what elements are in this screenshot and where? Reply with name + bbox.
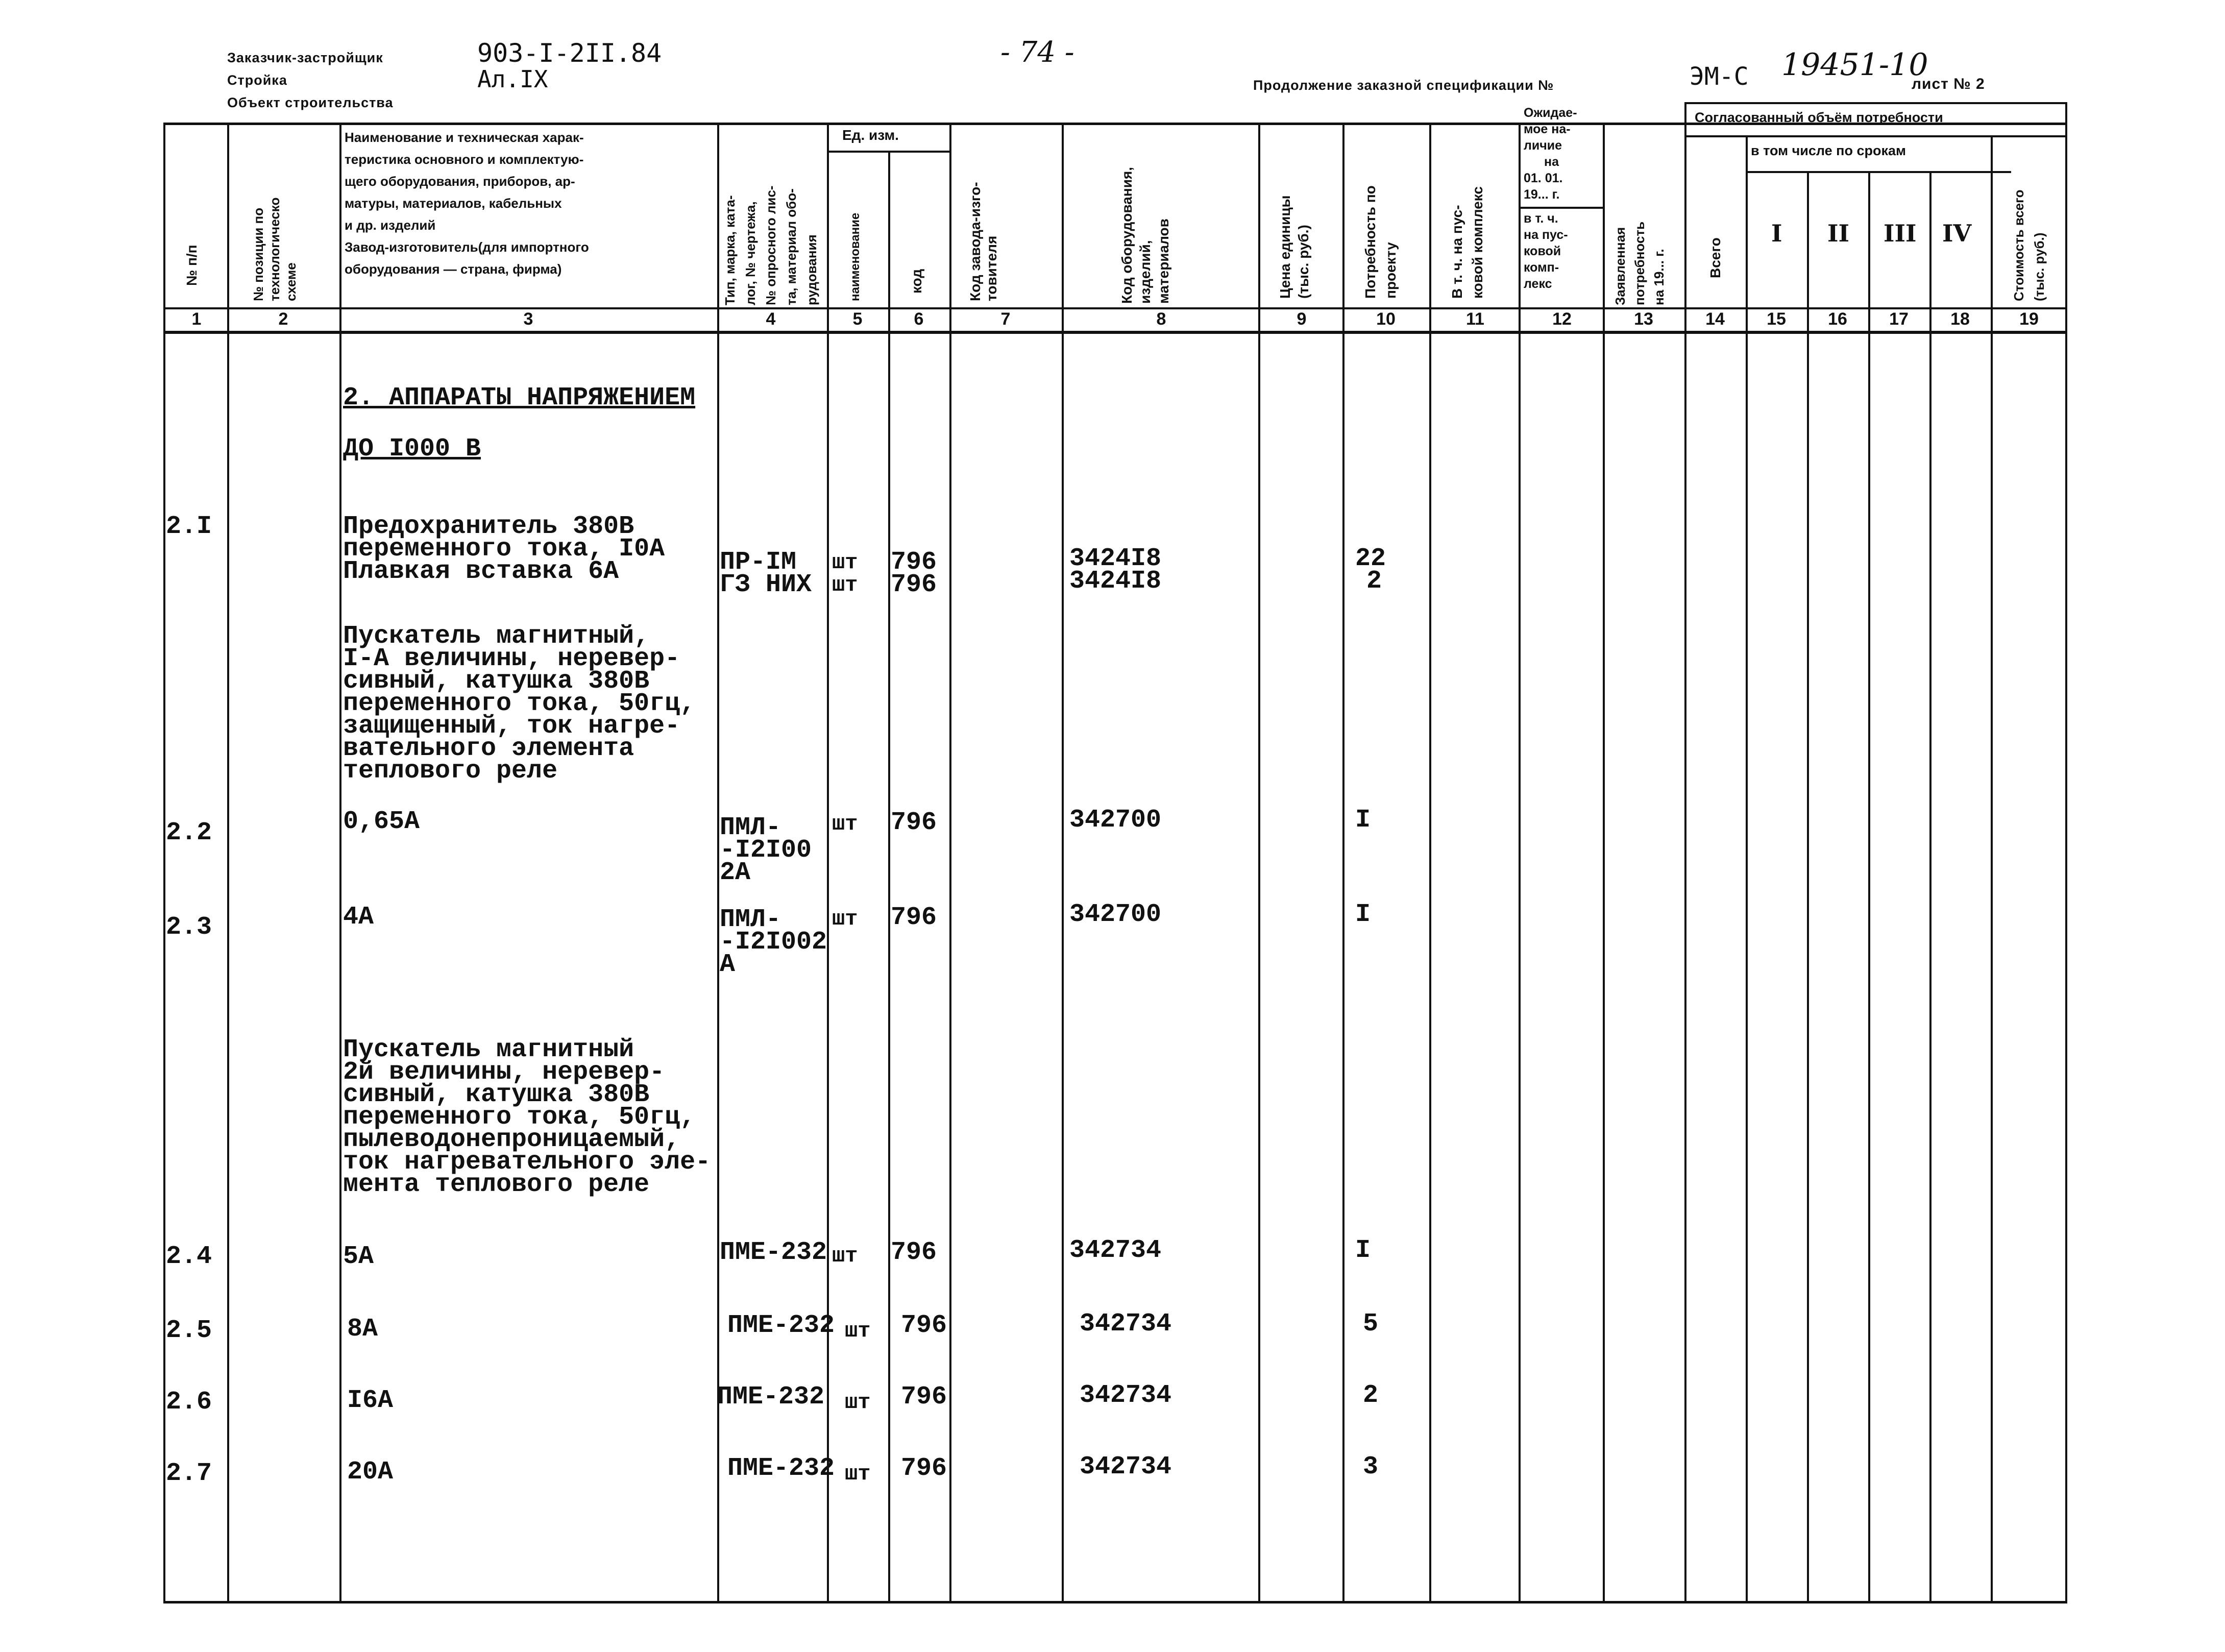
row-need: 3: [1363, 1452, 1379, 1481]
col-line-15: [1807, 171, 1809, 1603]
row-equipment-code: 3424I8 3424I8: [1069, 544, 1162, 596]
table-bottom-border: [163, 1601, 2067, 1604]
row-unit-code: 796: [901, 1382, 947, 1412]
row-equipment-code: 342700: [1069, 806, 1162, 835]
col-line-18: [1991, 135, 1993, 1603]
row-need: I: [1355, 806, 1371, 835]
row-description: 5А: [343, 1242, 374, 1271]
col-line-3: [717, 123, 719, 1603]
col-line-2: [339, 123, 341, 1603]
group-description: Пускатель магнитный, I-А величины, неревер- сивный, катушка 380В переменного тока, 50гц, защищенный, ток нагре- вательного элемента теплового реле: [343, 622, 696, 786]
row-unit-code: 796: [901, 1311, 947, 1340]
col-line-1: [227, 123, 229, 1603]
row-need: 22 2: [1355, 544, 1386, 596]
row-type: ПМЛ- -I2I00 2А: [720, 813, 812, 887]
col-number: 2: [278, 309, 288, 329]
col12-divider: [1519, 207, 1603, 209]
row-equipment-code: 342734: [1080, 1381, 1172, 1410]
row-equipment-code: 342734: [1080, 1309, 1172, 1339]
row-description: 4А: [343, 903, 374, 932]
col-line-0: [163, 123, 165, 1603]
row-number: 2.6: [166, 1388, 212, 1417]
col-line-13: [1684, 102, 1686, 1603]
col-line-4: [827, 123, 829, 1603]
col-number: 13: [1634, 309, 1653, 329]
spec-number: 19451-10: [1781, 47, 1928, 83]
unit-group-header: Ед. изм.: [842, 127, 899, 143]
col-header-14: Всего: [1707, 237, 1723, 278]
row-type: ПМЕ-232: [720, 1238, 827, 1267]
row-description: Предохранитель 380В переменного тока, I0А Плавкая вставка 6А: [343, 512, 665, 586]
col-header-5: наименование: [848, 212, 862, 301]
col-header-12: Ожидае- мое на- личие на 01. 01. 19... г.: [1524, 106, 1577, 202]
customer-label: Заказчик-застройщик: [227, 50, 383, 65]
col-number: 8: [1156, 309, 1166, 329]
col-number: 9: [1297, 309, 1307, 329]
sheet-label: лист № 2: [1912, 76, 1985, 92]
col-number: 12: [1552, 309, 1572, 329]
row-description: 8А: [347, 1315, 378, 1344]
section-title-line1: 2. АППАРАТЫ НАПРЯЖЕНИЕМ: [343, 383, 696, 412]
row-unit: шт: [845, 1462, 871, 1486]
row-unit: шт шт: [832, 550, 858, 597]
continuation-label: Продолжение заказной спецификации №: [1253, 78, 1554, 93]
col-header-3: Наименование и техническая харак- теристика основного и комплектую- щего оборудования, приборов, ар- матуры, материалов, кабельных и др. изделий Завод-изготовитель(для импортного оборудования — страна, фирма): [345, 130, 589, 277]
row-need: 2: [1363, 1381, 1379, 1410]
col-header-15: I: [1771, 220, 1782, 247]
col-number: 3: [523, 309, 533, 329]
col-line-19: [2065, 102, 2067, 1603]
col-number: 16: [1828, 309, 1847, 329]
col-header-11: В т. ч. на пус- ковой комплекс: [1449, 186, 1485, 299]
agreed-group-header: Согласованный объём потребности: [1695, 110, 1943, 125]
row-type: ПМЕ-232: [727, 1454, 835, 1483]
row-type: ПМЛ- -I2I002 А: [720, 905, 827, 979]
site-label: Стройка: [227, 72, 287, 88]
object-label: Объект строительства: [227, 95, 394, 110]
col-line-5: [888, 151, 890, 1603]
col-number: 19: [2019, 309, 2039, 329]
col-line-16: [1868, 171, 1870, 1603]
section-title-line2: ДО I000 В: [343, 434, 481, 464]
row-unit: шт: [845, 1390, 871, 1415]
row-type: ПР-IМ ГЗ НИХ: [720, 548, 812, 599]
row-number: 2.4: [166, 1242, 212, 1271]
col-header-17: III: [1884, 220, 1917, 247]
col-number: 15: [1767, 309, 1786, 329]
col-header-13: Заявленная потребность на 19... г.: [1612, 221, 1667, 305]
page-number: - 74 -: [1000, 36, 1074, 69]
album-label: Ал.IX: [477, 65, 548, 93]
row-description: 20А: [347, 1457, 394, 1487]
col-header-16: II: [1827, 220, 1850, 247]
col-header-10: Потребность по проекту: [1362, 185, 1399, 299]
row-unit: шт: [832, 907, 858, 931]
col-number: 11: [1466, 309, 1484, 329]
col-header-1: № п/п: [184, 245, 200, 286]
col-header-19: Стоимость всего (тыс. руб.): [2011, 189, 2047, 301]
row-unit: шт: [832, 812, 858, 836]
col-number: 4: [766, 309, 776, 329]
row-description: I6А: [347, 1386, 394, 1415]
col-number: 10: [1376, 309, 1396, 329]
group-description: Пускатель магнитный 2й величины, неревер- сивный, катушка 380В переменного тока, 50гц, пылеводонепроницаемый, ток нагревательного эле- мента теплового реле: [343, 1035, 711, 1199]
row-need: 5: [1363, 1309, 1379, 1339]
row-unit: шт: [832, 1244, 858, 1268]
spec-code: ЭМ-С: [1690, 62, 1749, 91]
col-header-12b: в т. ч. на пус- ковой комп- лекс: [1524, 211, 1568, 291]
col-header-9: Цена единицы (тыс. руб.): [1277, 195, 1311, 299]
agreed-group-top: [1684, 102, 2067, 104]
col-line-11: [1519, 123, 1521, 1603]
row-equipment-code: 342734: [1069, 1236, 1162, 1265]
numbers-bottom: [163, 331, 2067, 334]
row-unit-code: 796: [891, 808, 937, 837]
row-unit-code: 796: [891, 903, 937, 932]
row-need: I: [1355, 1236, 1371, 1265]
col-number: 7: [1000, 309, 1011, 329]
col-header-4: Тип, марка, ката- лог, № чертежа, № опросного лис- та, материал обо- рудования: [722, 185, 819, 305]
col-number: 6: [914, 309, 924, 329]
col-header-6: код: [909, 269, 924, 294]
row-equipment-code: 342734: [1080, 1452, 1172, 1481]
col-line-8: [1258, 123, 1260, 1603]
row-unit: шт: [845, 1319, 871, 1343]
row-number: 2.5: [166, 1316, 212, 1345]
agreed-group-divider: [1684, 135, 2067, 137]
row-need: I: [1355, 900, 1371, 929]
col-header-18: IV: [1942, 220, 1972, 247]
col-number: 17: [1889, 309, 1909, 329]
row-unit-code: 796: [901, 1454, 947, 1483]
col-header-2: № позиции по технологическо схеме: [251, 197, 299, 301]
terms-divider: [1746, 171, 2011, 173]
col-line-9: [1342, 123, 1344, 1603]
col-line-17: [1929, 171, 1931, 1603]
row-number: 2.3: [166, 913, 212, 942]
col-line-7: [1062, 123, 1064, 1603]
col-line-14: [1746, 135, 1748, 1603]
col-line-12: [1603, 123, 1605, 1603]
by-terms-header: в том числе по срокам: [1751, 143, 1906, 158]
row-type: ПМЕ-232: [717, 1382, 825, 1412]
row-equipment-code: 342700: [1069, 900, 1162, 929]
col-line-10: [1429, 123, 1431, 1603]
row-unit-code: 796 796: [891, 548, 937, 599]
col-header-8: Код оборудования, изделий, материалов: [1119, 166, 1171, 304]
col-number: 18: [1950, 309, 1970, 329]
row-unit-code: 796: [891, 1238, 937, 1267]
row-number: 2.2: [166, 818, 212, 847]
col-number: 1: [191, 309, 202, 329]
col-number: 5: [852, 309, 863, 329]
row-number: 2.7: [166, 1459, 212, 1488]
row-description: 0,65А: [343, 807, 420, 836]
col-header-7: Код завода-изго- товителя: [967, 182, 999, 301]
doc-code: 903-I-2II.84: [477, 38, 662, 68]
row-number: 2.I: [166, 512, 212, 541]
col-number: 14: [1705, 309, 1725, 329]
col-line-6: [949, 123, 951, 1603]
row-type: ПМЕ-232: [727, 1311, 835, 1340]
